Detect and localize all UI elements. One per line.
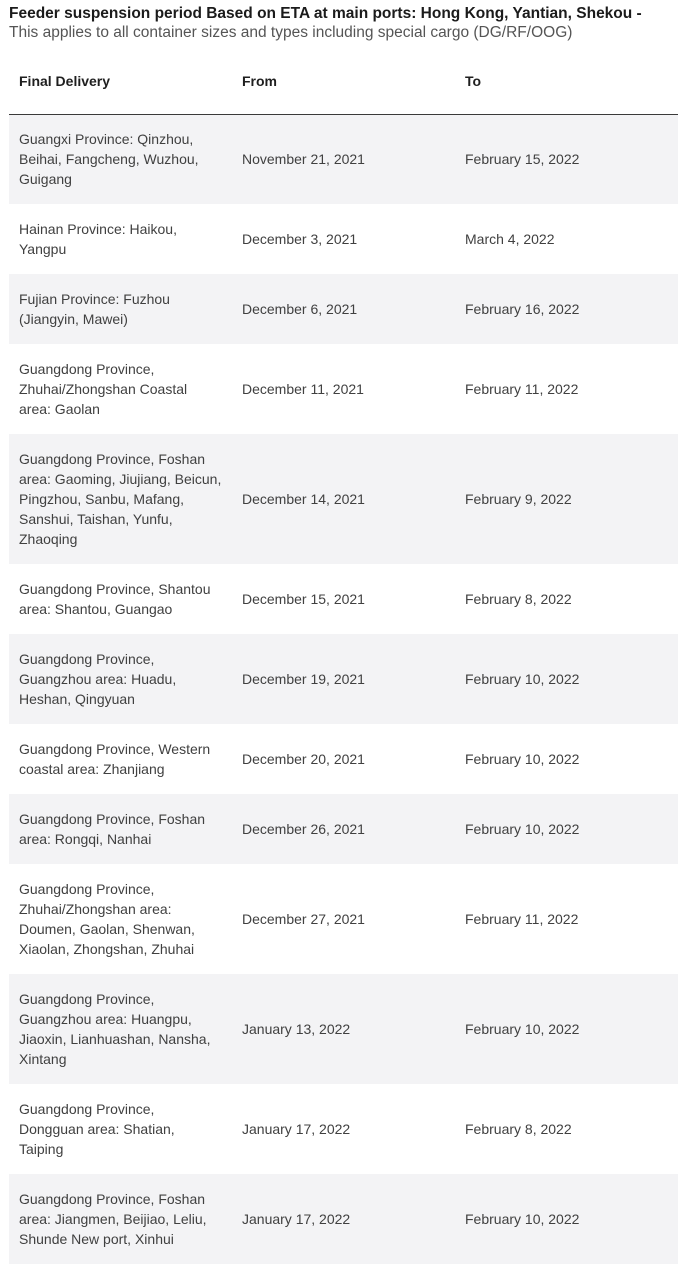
page-title: Feeder suspension period Based on ETA at main ports: Hong Kong, Yantian, Shekou - bbox=[9, 5, 642, 22]
cell-final-delivery: Guangxi Province: Qinzhou, Beihai, Fangcheng, Wuzhou, Guigang bbox=[9, 114, 232, 204]
cell-to: February 15, 2022 bbox=[455, 114, 678, 204]
table-row bbox=[9, 564, 678, 634]
table-row bbox=[9, 1084, 678, 1174]
cell-final-delivery: Guangdong Province, Foshan area: Rongqi, Nanhai bbox=[9, 794, 232, 864]
cell-final-delivery: Fujian Province: Fuzhou (Jiangyin, Mawei) bbox=[9, 274, 232, 344]
cell-final-delivery: Hainan Province: Haikou, Yangpu bbox=[9, 204, 232, 274]
feeder-suspension-table bbox=[9, 48, 678, 1264]
cell-to: February 10, 2022 bbox=[455, 724, 678, 794]
table-row bbox=[9, 724, 678, 794]
header-row bbox=[9, 48, 678, 114]
cell-to: February 8, 2022 bbox=[455, 1084, 678, 1174]
cell-final-delivery: Guangdong Province, Western coastal area: Zhanjiang bbox=[9, 724, 232, 794]
cell-final-delivery: Guangdong Province, Zhuhai/Zhongshan Coastal area: Gaolan bbox=[9, 344, 232, 434]
cell-from: January 13, 2022 bbox=[232, 974, 455, 1084]
cell-final-delivery: Guangdong Province, Shantou area: Shantou, Guangao bbox=[9, 564, 232, 634]
page-subtitle: This applies to all container sizes and types including special cargo (DG/RF/OOG) bbox=[9, 24, 573, 41]
table-row bbox=[9, 204, 678, 274]
page-header bbox=[0, 0, 687, 48]
cell-final-delivery: Guangdong Province, Guangzhou area: Huadu, Heshan, Qingyuan bbox=[9, 634, 232, 724]
cell-to: March 4, 2022 bbox=[455, 204, 678, 274]
cell-to: February 10, 2022 bbox=[455, 1174, 678, 1264]
header-to: To bbox=[455, 48, 678, 114]
table-row bbox=[9, 434, 678, 564]
cell-to: February 11, 2022 bbox=[455, 344, 678, 434]
cell-final-delivery: Guangdong Province, Dongguan area: Shatian, Taiping bbox=[9, 1084, 232, 1174]
cell-final-delivery: Guangdong Province, Foshan area: Gaoming, Jiujiang, Beicun, Pingzhou, Sanbu, Mafang, Sanshui, Taishan, Yunfu, Zhaoqing bbox=[9, 434, 232, 564]
cell-from: December 14, 2021 bbox=[232, 434, 455, 564]
table-row bbox=[9, 344, 678, 434]
cell-from: December 27, 2021 bbox=[232, 864, 455, 974]
cell-from: December 26, 2021 bbox=[232, 794, 455, 864]
cell-to: February 10, 2022 bbox=[455, 974, 678, 1084]
cell-from: January 17, 2022 bbox=[232, 1174, 455, 1264]
cell-to: February 10, 2022 bbox=[455, 634, 678, 724]
cell-final-delivery: Guangdong Province, Foshan area: Jiangmen, Beijiao, Leliu, Shunde New port, Xinhui bbox=[9, 1174, 232, 1264]
cell-from: December 6, 2021 bbox=[232, 274, 455, 344]
cell-to: February 16, 2022 bbox=[455, 274, 678, 344]
cell-from: December 20, 2021 bbox=[232, 724, 455, 794]
cell-to: February 11, 2022 bbox=[455, 864, 678, 974]
table-body bbox=[9, 114, 678, 1264]
table-header bbox=[9, 48, 678, 114]
cell-from: January 17, 2022 bbox=[232, 1084, 455, 1174]
table-row bbox=[9, 794, 678, 864]
table-row bbox=[9, 974, 678, 1084]
table-row bbox=[9, 274, 678, 344]
table-row bbox=[9, 114, 678, 204]
header-final-delivery: Final Delivery bbox=[9, 48, 232, 114]
cell-final-delivery: Guangdong Province, Zhuhai/Zhongshan area: Doumen, Gaolan, Shenwan, Xiaolan, Zhongshan, Zhuhai bbox=[9, 864, 232, 974]
header-from: From bbox=[232, 48, 455, 114]
table-row bbox=[9, 864, 678, 974]
table-row bbox=[9, 634, 678, 724]
cell-to: February 8, 2022 bbox=[455, 564, 678, 634]
cell-from: December 11, 2021 bbox=[232, 344, 455, 434]
cell-to: February 10, 2022 bbox=[455, 794, 678, 864]
cell-from: November 21, 2021 bbox=[232, 114, 455, 204]
cell-to: February 9, 2022 bbox=[455, 434, 678, 564]
cell-final-delivery: Guangdong Province, Guangzhou area: Huangpu, Jiaoxin, Lianhuashan, Nansha, Xintang bbox=[9, 974, 232, 1084]
cell-from: December 15, 2021 bbox=[232, 564, 455, 634]
cell-from: December 3, 2021 bbox=[232, 204, 455, 274]
cell-from: December 19, 2021 bbox=[232, 634, 455, 724]
table-row bbox=[9, 1174, 678, 1264]
